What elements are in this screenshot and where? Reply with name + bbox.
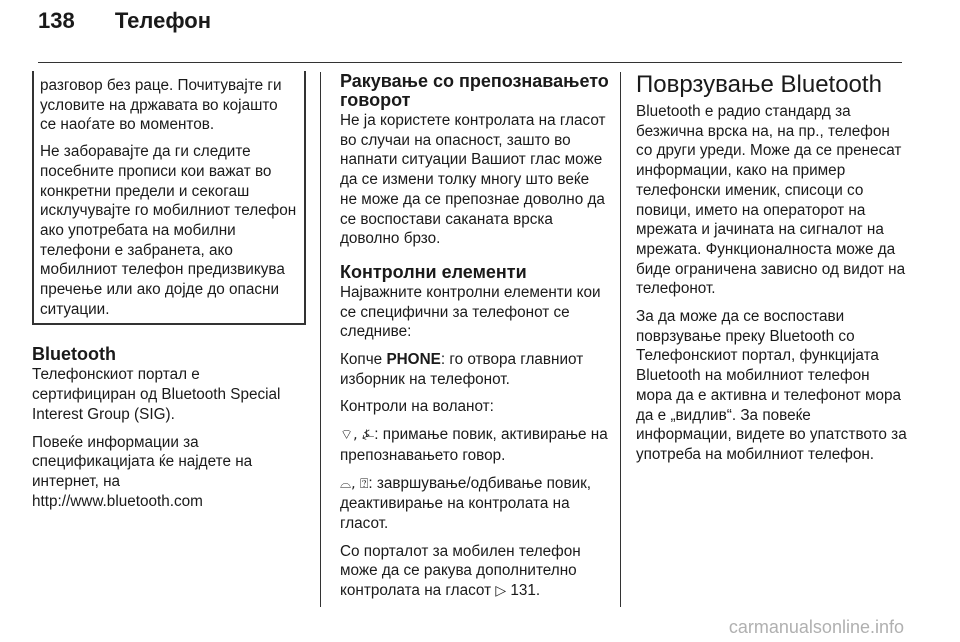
column-divider-2	[620, 72, 621, 607]
page-number: 138	[38, 8, 75, 33]
control-elements-paragraph: Најважните контролни елементи кои се специфични за телефонот се следниве:	[340, 283, 601, 341]
page-header	[38, 8, 211, 34]
warning-paragraph-1: разговор без раце. Почитувајте ги условите на државата во којашто се наоѓате во моментов.	[40, 77, 282, 134]
bluetooth-url: http://www.bluetooth.com	[32, 492, 203, 510]
bluetooth-paragraph-2	[32, 433, 302, 512]
voice-control-paragraph: Не ја користете контролата на гласот во случаи на опасност, зашто во напнати ситуации Вашиот глас може да се измени толку многу што веќе не може да се препознае доволно да се воспостави саканата врска доволно брзо.	[340, 112, 606, 248]
bluetooth-connection-paragraph-1: Bluetooth е радио стандард за безжична врска на, на пр., телефон со други уреди. Може да се пренесат информации, како на пример телефонски именик, списоци со повици, името на операторот на мрежата и јачината на сигналот на мрежата. Функционалноста може да биде ограничена зависно од видот на телефонот.	[636, 103, 906, 298]
warning-box	[32, 71, 306, 325]
phone-button-paragraph	[340, 350, 610, 389]
hangup-call-text: : завршување/одбивање повик, деактивирање на контролата на гласот.	[340, 474, 592, 532]
bluetooth-paragraph-1: Телефонскиот портал е сертифициран од Bluetooth Special Interest Group (SIG).	[32, 366, 281, 423]
control-elements-heading: Контролни елементи	[340, 261, 527, 282]
hangup-call-icon: ⌓, ⍰	[340, 475, 369, 492]
answer-call-text: : примање повик, активирање на препознавањето говор.	[340, 426, 608, 464]
bluetooth-connection-paragraph-2: За да може да се воспостави поврзување преку Bluetooth со Телефонскиот портал, функцијата Bluetooth на мобилниот телефон мора да е активна и телефонот мора да е „видлив“. За повеќе информации, видете во упатството за употреба на мобилниот телефон.	[636, 308, 907, 463]
page-reference-icon: ▷	[495, 583, 507, 600]
bluetooth-connection-heading: Поврзување Bluetooth	[636, 71, 882, 98]
voice-control-heading: Ракување со препознавањето говорот	[340, 71, 609, 110]
column-middle	[340, 72, 610, 610]
warning-paragraph-2: Не заборавајте да ги следите посебните прописи кои важат во конкретни предели и секогаш исклучувајте го мобилниот телефон ако употребата на мобилни телефони е забранета, ако мобилниот телефон предизвикува пречење или ако дојде до опасни ситуации.	[40, 143, 297, 318]
header-rule	[38, 62, 902, 63]
answer-call-paragraph	[340, 425, 610, 465]
hangup-call-paragraph	[340, 474, 610, 534]
phone-key-label: PHONE	[386, 351, 441, 369]
watermark: carmanualsonline.info	[728, 617, 904, 637]
column-divider-1	[320, 72, 321, 607]
steering-controls-label: Контроли на воланот:	[340, 398, 494, 416]
column-left	[32, 72, 302, 519]
page-title: Телефон	[114, 8, 212, 33]
page-reference: 131.	[506, 582, 541, 600]
phone-button-prefix: Копче	[340, 351, 387, 369]
phone-button-text: : го отвора главниот изборник на телефонот.	[340, 351, 584, 388]
bluetooth-paragraph-2-text: Повеќе информации за спецификацијата ќе најдете на интернет, на	[32, 433, 253, 490]
bluetooth-heading: Bluetooth	[32, 344, 116, 365]
answer-call-icon: ⌔, ⍼	[340, 427, 375, 444]
portal-text: Со порталот за мобилен телефон може да се ракува дополнително контролата на гласот	[340, 542, 581, 600]
portal-paragraph	[340, 542, 610, 602]
column-right	[636, 72, 908, 473]
